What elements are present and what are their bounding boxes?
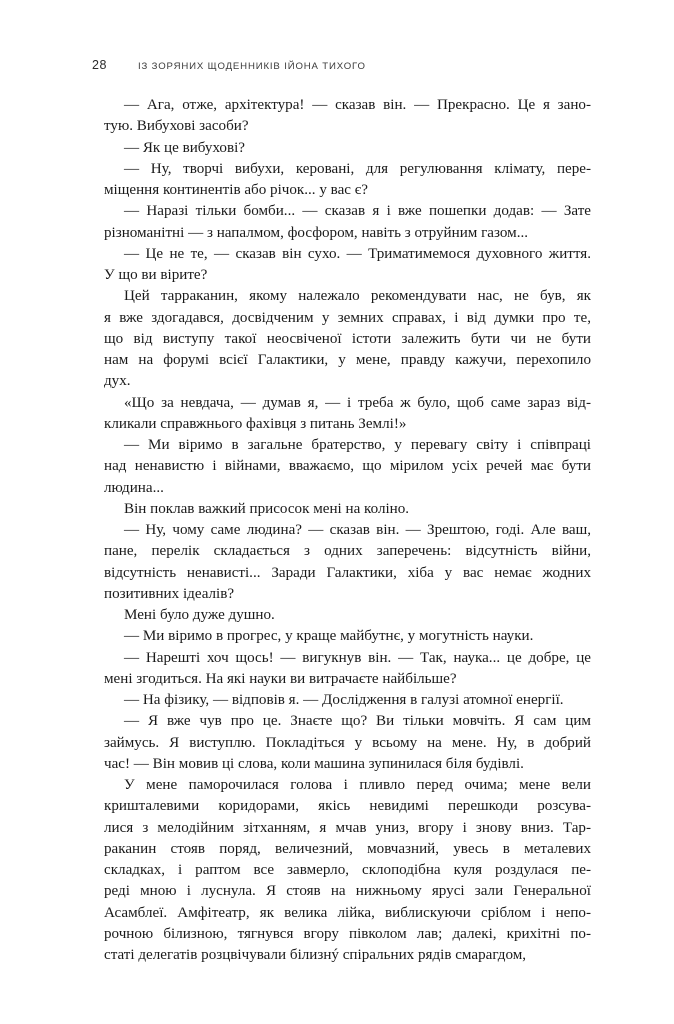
text-line: відсутність ненависті... Заради Галактики, хіба у вас немає жодних	[104, 564, 591, 581]
text-line: пане, перелік складається з одних заперечень: відсутність війни,	[104, 543, 591, 560]
paragraph	[104, 138, 591, 159]
text-line: — На фізику, — відповів я. — Дослідження в галузі атомної енергії.	[124, 692, 564, 708]
text-line: тую. Вибухові засоби?	[104, 118, 249, 135]
text-line: різноманітні — з напалмом, фосфором, навіть з отруйним газом...	[104, 224, 529, 241]
running-head-title: ІЗ ЗОРЯНИХ ЩОДЕННИКІВ ІЙОНА ТИХОГО	[138, 61, 366, 72]
text-line: Він поклав важкий присосок мені на коліно.	[124, 500, 410, 517]
text-line: кликали справжнього фахівця з питань Землі!»	[104, 415, 407, 432]
text-line: — Наразі тільки бомби... — сказав я і вже пошепки додав: — Зате	[124, 203, 591, 220]
paragraph	[104, 393, 591, 436]
text-line: статі делегатів розцвічували білизнý спіральних рядів смарагдом,	[104, 947, 527, 963]
text-line: нам на форумі всієї Галактики, у мене, правду кажучи, перехопило	[104, 352, 591, 368]
text-line: що від виступу такої неосвіченої істоти залежить бути чи не бути	[104, 330, 591, 347]
text-line: я вже здогадався, досвідченим у земних справах, і від думки про те,	[104, 309, 591, 326]
paragraph	[104, 95, 591, 138]
running-head	[92, 58, 592, 76]
text-line: Асамблеї. Амфітеатр, як велика лійка, виблискуючи сріблом і непо-	[104, 904, 591, 921]
paragraph	[104, 626, 591, 647]
text-line: позитивних ідеалів?	[104, 585, 235, 602]
text-line: кришталевими коридорами, якісь невидимі перешкоди розсува-	[104, 798, 591, 815]
text-line: — Ми віримо в прогрес, у краще майбутнє, у могутність науки.	[124, 628, 534, 645]
text-line: — Я вже чув про це. Знаєте що? Ви тільки мовчіть. Я сам цим	[124, 713, 591, 730]
text-line: У що ви вірите?	[104, 267, 208, 283]
paragraph	[104, 775, 591, 966]
text-line: раканин стояв поряд, величезний, мовчазний, увесь в металевих	[104, 840, 591, 857]
text-line: — Ну, чому саме людина? — сказав він. — Зрештою, годі. Але ваш,	[124, 522, 591, 538]
text-line: — Нарешті хоч щось! — вигукнув він. — Так, наука... це добре, це	[124, 649, 591, 666]
text-line: займусь. Я виступлю. Покладіться у всьому на мене. Ну, в добрий	[104, 734, 591, 751]
text-line: Мені було дуже душно.	[124, 607, 275, 623]
text-line: складках, і раптом все завмерло, склоподібна куля роздулася пе-	[104, 862, 591, 878]
text-line: рочною білизною, тягнувся вгору півколом лав; далекі, крихітні по-	[104, 925, 591, 942]
text-line: міщення континентів або річок... у вас є?	[104, 182, 368, 198]
text-line: — Ми віримо в загальне братерство, у перевагу світу і співпраці	[124, 437, 591, 453]
text-line: «Що за невдача, — думав я, — і треба ж було, щоб саме зараз від-	[124, 394, 591, 411]
text-line: — Ага, отже, архітектура! — сказав він. — Прекрасно. Це я зано-	[124, 97, 591, 113]
text-line: час! — Він мовив ці слова, коли машина зупинилася біля будівлі.	[104, 755, 524, 772]
paragraph	[104, 201, 591, 244]
text-line: лися з мелодійним зітханням, я мчав униз, вгору і знову вниз. Тар-	[104, 819, 591, 836]
paragraph	[104, 286, 591, 392]
paragraph	[104, 711, 591, 775]
paragraph	[104, 159, 591, 202]
text-line: — Як це вибухові?	[124, 139, 245, 156]
paragraph	[104, 605, 591, 626]
body-text	[104, 95, 591, 966]
page-number: 28	[92, 58, 108, 72]
text-line: Цей тарраканин, якому належало рекомендувати нас, не був, як	[124, 288, 591, 305]
paragraph	[104, 648, 591, 691]
paragraph	[104, 499, 591, 520]
text-line: мені згодиться. На які науки ви витрачаєте найбільше?	[104, 670, 457, 687]
text-line: У мене паморочилася голова і пливло перед очима; мене вели	[124, 777, 591, 793]
text-line: реді мною і луснула. Я стояв на нижньому ярусі зали Генеральної	[104, 883, 591, 900]
paragraph	[104, 690, 591, 711]
text-line: людина...	[104, 479, 164, 496]
paragraph	[104, 244, 591, 287]
text-line: дух.	[104, 373, 131, 390]
text-line: — Це не те, — сказав він сухо. — Триматимемося духовного життя.	[124, 245, 591, 262]
text-line: над ненавистю і війнами, вважаємо, що мірилом усіх речей має бути	[104, 458, 591, 475]
paragraph	[104, 520, 591, 605]
paragraph	[104, 435, 591, 499]
text-line: — Ну, творчі вибухи, керовані, для регулювання клімату, пере-	[124, 160, 591, 177]
